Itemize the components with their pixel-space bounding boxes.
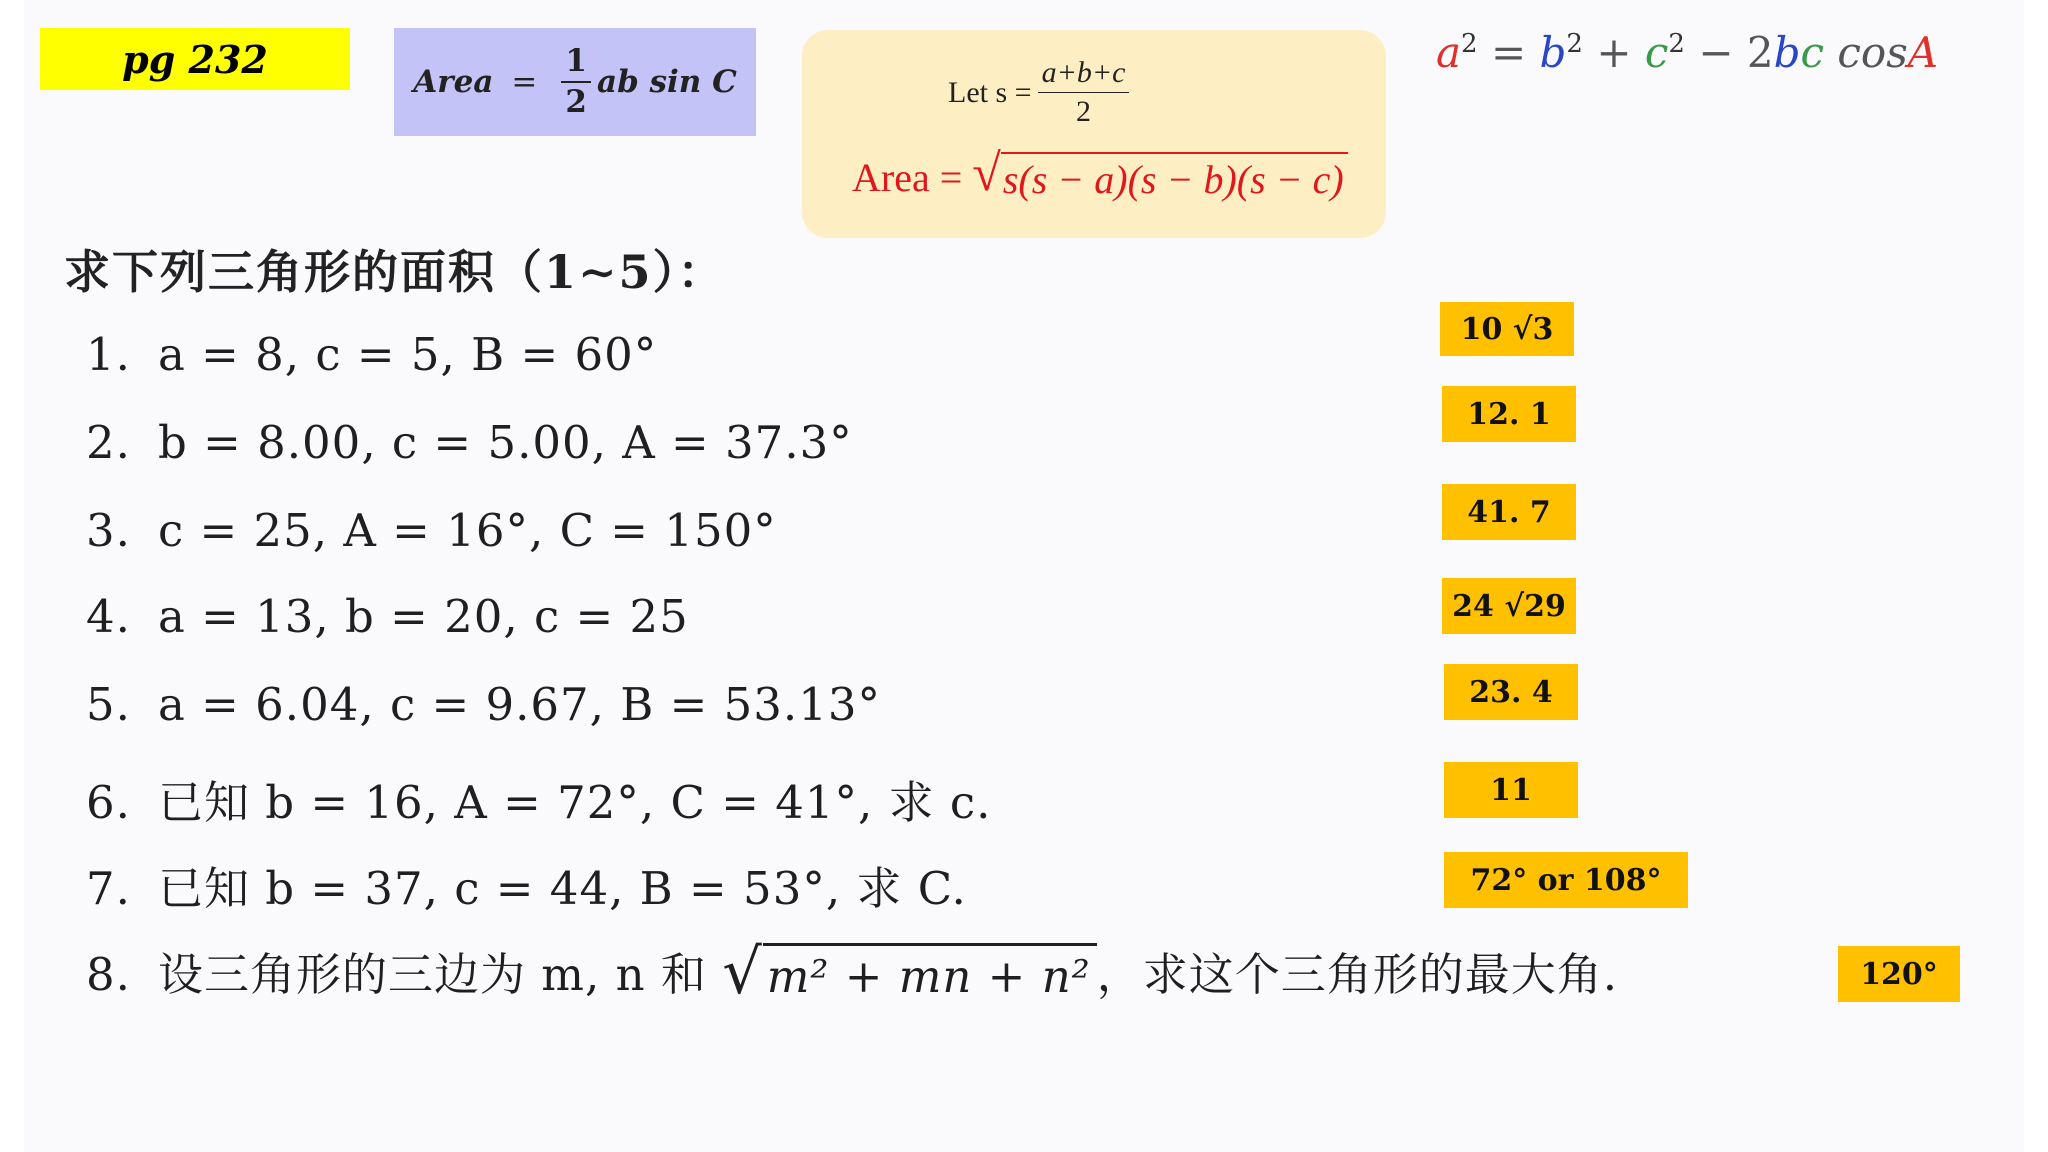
problem-8-prefix: 设三角形的三边为 m, n 和 bbox=[158, 948, 707, 1001]
answer-3: 41. 7 bbox=[1442, 484, 1576, 540]
area-equals: = bbox=[511, 64, 538, 100]
cos-sq-a: 2 bbox=[1461, 29, 1478, 59]
cosine-law-formula bbox=[1436, 28, 1938, 77]
answer-4: 24 √29 bbox=[1442, 578, 1576, 634]
problem-number: 4. bbox=[86, 590, 131, 643]
sqrt-icon: √ bbox=[722, 935, 763, 1008]
problem-2 bbox=[86, 416, 853, 469]
half-denominator: 2 bbox=[565, 84, 587, 120]
problem-number: 6. bbox=[86, 776, 131, 829]
problem-number: 7. bbox=[86, 862, 131, 915]
s-denominator: 2 bbox=[1075, 95, 1091, 128]
problem-number: 8. bbox=[86, 948, 131, 1001]
cos-term-c: c bbox=[1644, 28, 1669, 77]
problem-8-suffix: ，求这个三角形的最大角. bbox=[1096, 948, 1619, 1001]
problem-number: 1. bbox=[86, 328, 131, 381]
half-numerator: 1 bbox=[561, 46, 591, 83]
area-rhs: ab sin C bbox=[596, 64, 737, 100]
problem-6 bbox=[86, 766, 991, 831]
problem-5 bbox=[86, 678, 881, 731]
problem-8 bbox=[86, 935, 1619, 1008]
cos-fn: cos bbox=[1837, 28, 1908, 77]
problem-8-radicand: m² + mn + n² bbox=[763, 943, 1097, 1003]
area-lhs: Area bbox=[413, 64, 494, 100]
cos-sq-b: 2 bbox=[1566, 29, 1583, 59]
answer-5: 23. 4 bbox=[1444, 664, 1578, 720]
answer-8: 120° bbox=[1838, 946, 1960, 1002]
problem-4 bbox=[86, 590, 689, 643]
problem-text: b = 8.00, c = 5.00, A = 37.3° bbox=[158, 416, 853, 469]
problem-text: a = 13, b = 20, c = 25 bbox=[158, 590, 689, 643]
problem-number: 5. bbox=[86, 678, 131, 731]
cos-angle-A: A bbox=[1907, 28, 1939, 77]
heron-area-formula bbox=[852, 145, 1348, 203]
problem-number: 3. bbox=[86, 504, 131, 557]
problem-text: a = 8, c = 5, B = 60° bbox=[158, 328, 658, 381]
problem-1 bbox=[86, 328, 657, 381]
page-number-tag: pg 232 bbox=[40, 28, 350, 90]
cos-plus: + bbox=[1596, 28, 1632, 77]
problem-text: 已知 b = 37, c = 44, B = 53°, 求 C. bbox=[158, 862, 967, 915]
cos-term-a: a bbox=[1436, 28, 1462, 77]
problem-3 bbox=[86, 504, 777, 557]
heron-s-definition bbox=[948, 58, 1135, 127]
answer-2: 12. 1 bbox=[1442, 386, 1576, 442]
problem-number: 2. bbox=[86, 416, 131, 469]
half-fraction bbox=[561, 43, 591, 120]
problem-7 bbox=[86, 852, 967, 917]
heron-formula-box bbox=[802, 30, 1386, 238]
heron-area-label: Area = bbox=[852, 155, 963, 200]
cos-b: b bbox=[1773, 28, 1801, 77]
heron-radicand: s(s − a)(s − b)(s − c) bbox=[1001, 152, 1348, 203]
cos-minus: − bbox=[1698, 28, 1734, 77]
answer-1: 10 √3 bbox=[1440, 302, 1574, 356]
problem-text: 已知 b = 16, A = 72°, C = 41°, 求 c. bbox=[158, 776, 992, 829]
exercise-heading: 求下列三角形的面积（1∼5）： bbox=[64, 245, 726, 299]
cos-term-b: b bbox=[1539, 28, 1567, 77]
sqrt-icon: √ bbox=[972, 145, 1001, 202]
cos-sq-c: 2 bbox=[1668, 29, 1685, 59]
s-numerator: a+b+c bbox=[1038, 58, 1130, 93]
answer-7: 72° or 108° bbox=[1444, 852, 1688, 908]
answer-6: 11 bbox=[1444, 762, 1578, 818]
problem-text: a = 6.04, c = 9.67, B = 53.13° bbox=[158, 678, 881, 731]
area-formula-box bbox=[394, 28, 756, 136]
heron-radical bbox=[972, 145, 1347, 203]
cos-c: c bbox=[1800, 28, 1825, 77]
cos-two: 2 bbox=[1746, 28, 1774, 77]
cos-eq: = bbox=[1490, 28, 1527, 77]
problem-8-radical bbox=[722, 935, 1097, 1008]
heron-let-label: Let s = bbox=[948, 75, 1032, 109]
s-fraction bbox=[1038, 58, 1130, 127]
problem-text: c = 25, A = 16°, C = 150° bbox=[158, 504, 777, 557]
